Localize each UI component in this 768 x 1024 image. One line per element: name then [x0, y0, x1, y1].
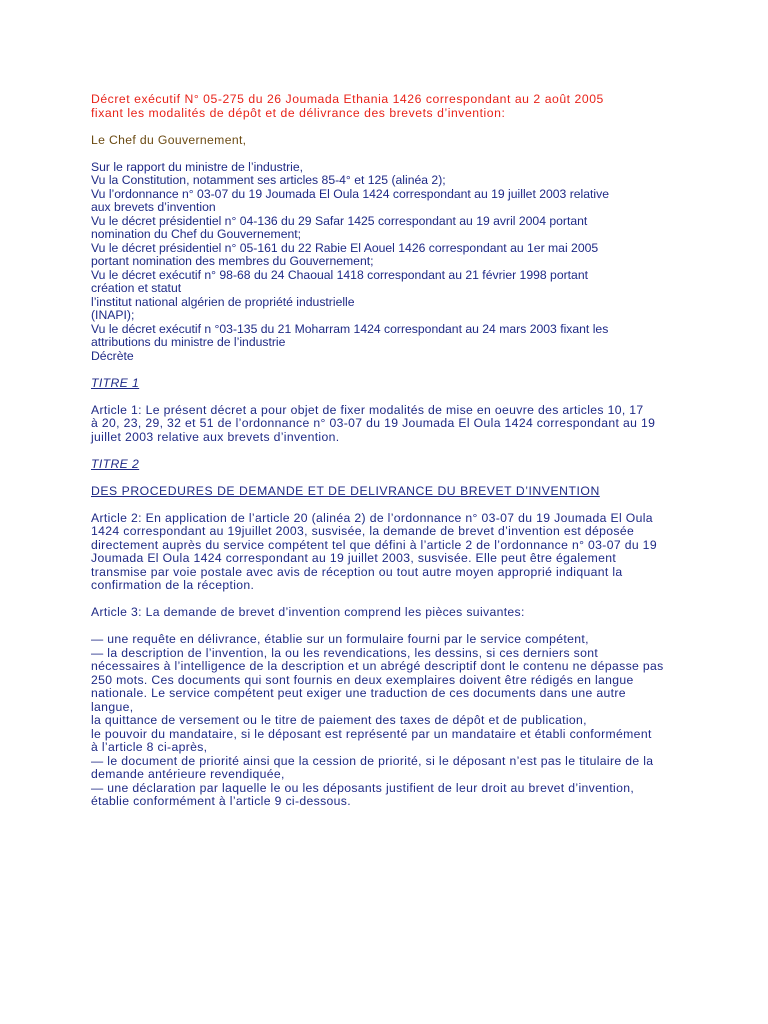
article-3-items [91, 633, 681, 809]
article-1-line: à 20, 23, 29, 32 et 51 de l’ordonnance n° 03-07 du 19 Joumada El Oula 1424 correspondant au 19 [91, 416, 656, 430]
article-3-line: — le document de priorité ainsi que la cession de priorité, si le déposant n’est pas le titulaire de la [91, 753, 654, 768]
preamble-line: Décrète [91, 348, 134, 363]
article-3-line: établie conformément à l’article 9 ci-dessous. [91, 794, 351, 808]
preamble-line: (INAPI); [91, 308, 135, 322]
article-1-line: juillet 2003 relative aux brevets d’invention. [91, 429, 340, 444]
preamble-line: Vu l’ordonnance n° 03-07 du 19 Joumada El Oula 1424 correspondant au 19 juillet 2003 relative [91, 186, 610, 201]
article-3-line: nécessaires à l’intelligence de la description et un abrégé descriptif dont le contenu ne dépasse pas [91, 659, 664, 673]
article-2-line: 1424 correspondant au 19juillet 2003, susvisée, la demande de brevet d’invention est déposée [91, 524, 635, 538]
article-3-line: le pouvoir du mandataire, si le déposant est représenté par un mandataire et établi conformément [91, 726, 652, 741]
titre-2-heading: TITRE 2 [91, 456, 140, 471]
article-2-line: Article 2: En application de l’article 20 (alinéa 2) de l’ordonnance n° 03-07 du 19 Joumada El Oula [91, 510, 653, 525]
article-1 [91, 404, 681, 445]
article-2 [91, 512, 681, 593]
section-heading-block [91, 485, 681, 499]
preamble-line: Vu le décret exécutif n °03-135 du 21 Moharram 1424 correspondant au 24 mars 2003 fixant les [91, 321, 609, 336]
article-3-line: — la description de l’invention, la ou les revendications, les dessins, si ces derniers sont [91, 645, 599, 660]
article-2-line: Joumada El Oula 1424 correspondant au 19 juillet 2003, susvisée. Elle peut être également [91, 551, 617, 565]
titre-1-section [91, 377, 681, 391]
chef-du-gouvernement: Le Chef du Gouvernement, [91, 132, 247, 147]
section-heading: DES PROCEDURES DE DEMANDE ET DE DELIVRANCE DU BREVET D’INVENTION [91, 483, 600, 498]
article-3-line: demande antérieure revendiquée, [91, 767, 285, 781]
article-3-line: nationale. Le service compétent peut exiger une traduction de ces documents dans une autre [91, 686, 626, 700]
decree-title-line: fixant les modalités de dépôt et de délivrance des brevets d’invention: [91, 105, 506, 120]
article-3-line: — une déclaration par laquelle le ou les déposants justifient de leur droit au brevet d’invention, [91, 780, 635, 795]
chef-section [91, 134, 681, 148]
preamble-line: Vu la Constitution, notamment ses articles 85-4° et 125 (alinéa 2); [91, 173, 446, 187]
document-page [91, 93, 681, 809]
titre-2-section [91, 458, 681, 472]
article-2-line: directement auprès du service compétent tel que défini à l’article 2 de l’ordonnance n° 03-07 du 19 [91, 537, 657, 552]
article-3-line: 250 mots. Ces documents qui sont fournis en deux exemplaires doivent être rédigés en langue [91, 672, 634, 687]
preamble-line: attributions du ministre de l’industrie [91, 335, 286, 349]
preamble-line: création et statut [91, 281, 182, 295]
preamble-line: Vu le décret présidentiel n° 05-161 du 22 Rabie El Aouel 1426 correspondant au 1er mai 2005 [91, 240, 599, 255]
preamble-line: Vu le décret exécutif n° 98-68 du 24 Chaoual 1418 correspondant au 21 février 1998 portant [91, 267, 588, 282]
preamble-line: nomination du Chef du Gouvernement; [91, 227, 302, 241]
article-2-line: confirmation de la réception. [91, 578, 255, 592]
preamble-line: aux brevets d’invention [91, 200, 216, 214]
article-1-line: Article 1: Le présent décret a pour objet de fixer modalités de mise en oeuvre des articles 10, 17 [91, 402, 644, 417]
preamble-line: Vu le décret présidentiel n° 04-136 du 29 Safar 1425 correspondant au 19 avril 2004 portant [91, 213, 588, 228]
article-3-line: la quittance de versement ou le titre de paiement des taxes de dépôt et de publication, [91, 713, 587, 727]
article-3-intro: Article 3: La demande de brevet d’invention comprend les pièces suivantes: [91, 605, 525, 619]
decree-title [91, 93, 681, 120]
article-3-line: langue, [91, 699, 134, 714]
preamble-line: portant nomination des membres du Gouvernement; [91, 254, 374, 268]
preamble-line: l’institut national algérien de propriété industrielle [91, 294, 355, 309]
preamble-line: Sur le rapport du ministre de l’industrie, [91, 159, 304, 174]
preamble [91, 161, 681, 364]
decree-title-line: Décret exécutif N° 05-275 du 26 Joumada Ethania 1426 correspondant au 2 août 2005 [91, 92, 604, 106]
titre-1-heading: TITRE 1 [91, 375, 140, 390]
article-3-intro-block [91, 606, 681, 620]
article-3-line: — une requête en délivrance, établie sur un formulaire fourni par le service compétent, [91, 632, 589, 646]
article-3-line: à l’article 8 ci-après, [91, 740, 208, 754]
article-2-line: transmise par voie postale avec avis de réception ou tout autre moyen approprié indiquant la [91, 564, 623, 579]
